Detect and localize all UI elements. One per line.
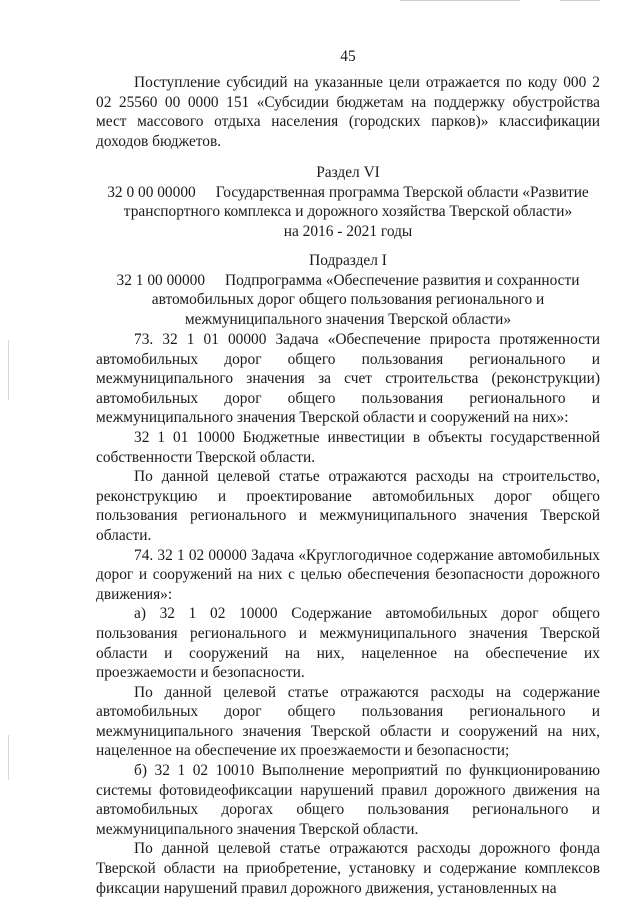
section-code: 32 0 00 00000 [107, 183, 196, 201]
scan-artifact [8, 340, 9, 400]
section-name-line2: транспортного комплекса и дорожного хозяйства Тверской области» [123, 203, 573, 221]
paragraph-73-description: По данной целевой статье отражаются расходы на строительство, реконструкцию и проектирование автомобильных дорог общего пользования регионального и межмуниципального значения Тверской области. [96, 468, 600, 544]
section-title: Раздел VI [316, 164, 380, 181]
subsection-name-line3: межмуниципального значения Тверской области» [184, 310, 512, 328]
scan-artifact [8, 735, 9, 780]
paragraph-74-b: б) 32 1 02 10010 Выполнение мероприятий по функционированию системы фотовидеофиксации нарушений правил дорожного движения на автомобильных дорогах общего пользования регионального и межмуниципального значения Тверской области. [96, 762, 600, 838]
intro-block [96, 73, 600, 151]
scan-artifact [400, 0, 520, 1]
subsection-code: 32 1 00 00000 [116, 271, 206, 289]
paragraph-74-a: а) 32 1 02 10000 Содержание автомобильных дорог общего пользования регионального и межмуниципального значения Тверской области и сооружений на них, нацеленное на обеспечение их проезжаемости и безопасности. [96, 605, 600, 682]
intro-paragraph: Поступление субсидий на указанные цели отражается по коду 000 2 02 25560 00 0000 151 «Субсидии бюджетам на поддержку обустройства мест массового отдыха населения (городских парков)» классификации доходов бюджетов. [96, 74, 600, 150]
page-number: 45 [340, 48, 356, 65]
paragraph-74: 74. 32 1 02 00000 Задача «Круглогодичное содержание автомобильных дорог и сооружений на них с целью обеспечения безопасности дорожного движения»: [96, 546, 600, 603]
items-block [96, 330, 600, 898]
section-heading [96, 163, 600, 241]
section-name-line3: на 2016 - 2021 годы [283, 222, 413, 240]
scan-artifact [560, 0, 600, 1]
subsection-name-line1: Подпрограмма «Обеспечение развития и сохранности [225, 271, 580, 289]
section-code-line [96, 183, 600, 203]
paragraph-74-b-description: По данной целевой статье отражаются расходы дорожного фонда Тверской области на приобретение, установку и содержание комплексов фиксации нарушений правил дорожного движения, установленных на [96, 840, 600, 897]
subsection-code-line [96, 271, 600, 291]
paragraph-73-item: 32 1 01 10000 Бюджетные инвестиции в объекты государственной собственности Тверской области. [96, 428, 600, 466]
section-name-line1: Государственная программа Тверской области «Развитие [215, 183, 589, 201]
subsection-name-line2: автомобильных дорог общего пользования регионального и [151, 291, 545, 309]
subsection-heading [96, 251, 600, 329]
subsection-title: Подраздел I [309, 252, 387, 269]
paragraph-73: 73. 32 1 01 00000 Задача «Обеспечение прироста протяженности автомобильных дорог общего пользования регионального и межмуниципального значения за счет строительства (реконструкции) автомобильных дорог общего пользования регионального и межмуниципального значения Тверской области и сооружений на них»: [96, 331, 600, 427]
paragraph-74-a-description: По данной целевой статье отражаются расходы на содержание автомобильных дорог общего пользования регионального и межмуниципального значения Тверской области и сооружений на них, нацеленное на обеспечение их проезжаемости и безопасности; [96, 683, 600, 760]
